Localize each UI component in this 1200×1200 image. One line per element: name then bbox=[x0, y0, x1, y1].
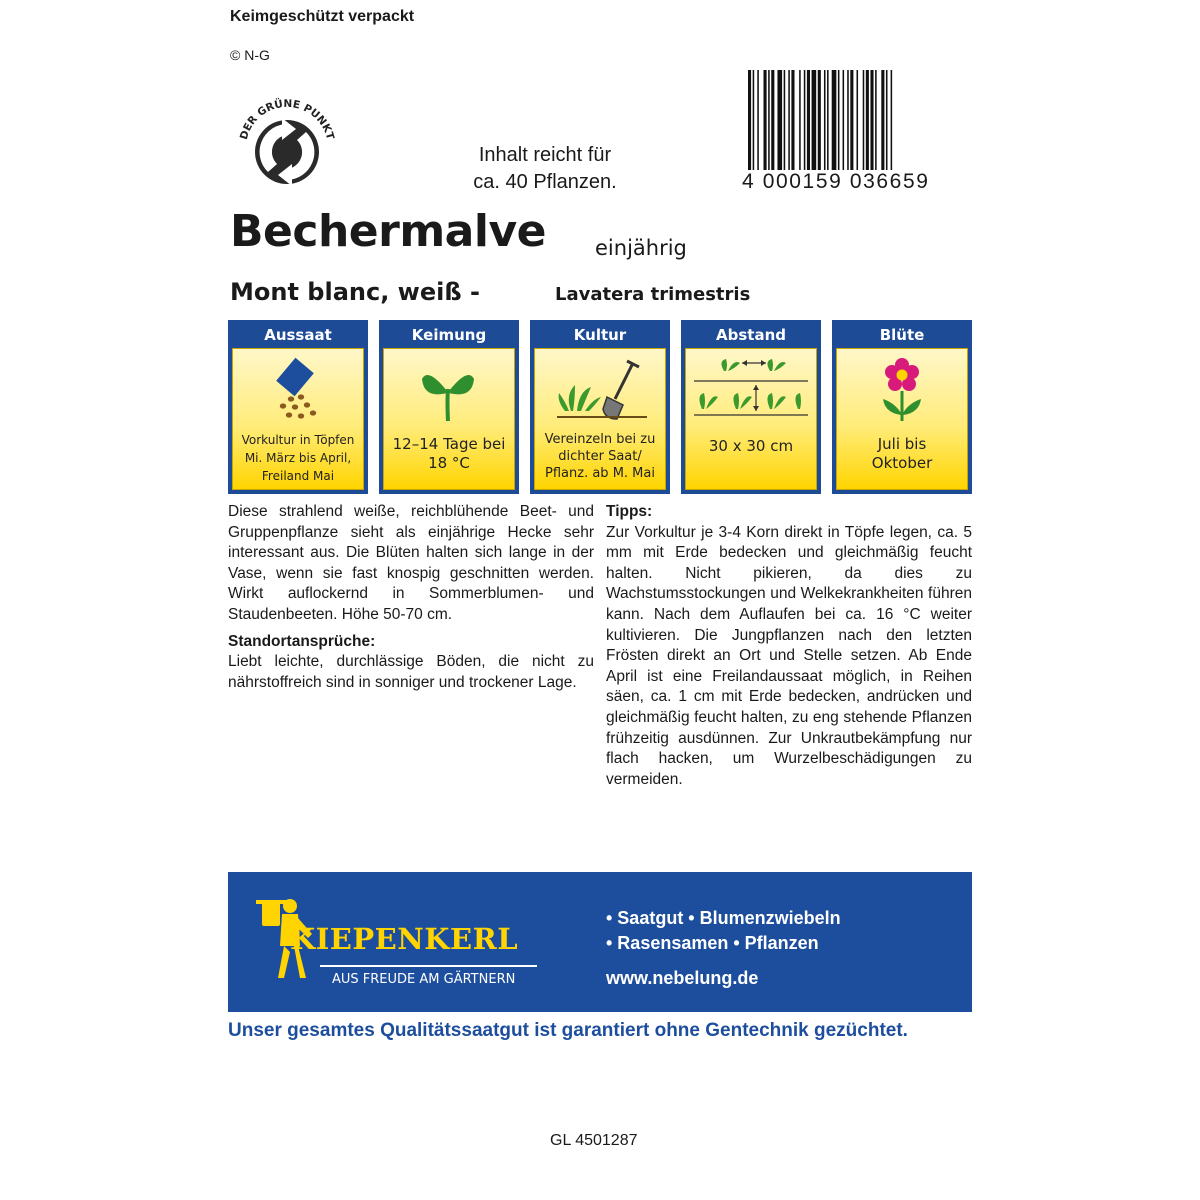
card-text: Vereinzeln bei zu dichter Saat/ Pflanz. ab M. Mai bbox=[544, 432, 656, 481]
spacing-icon bbox=[686, 351, 816, 423]
card-title: Kultur bbox=[573, 326, 627, 344]
card-title: Aussaat bbox=[264, 326, 332, 344]
card-title: Abstand bbox=[716, 326, 786, 344]
card-kultur bbox=[530, 320, 670, 494]
description-text: Diese strahlend weiße, reichblühende Beet- und Gruppenpflanze sieht als einjährige Hecke sehr interessant aus. Die Blüten halten sich lange in der Vase, wenn sie fast knospig geschnitten werden. Wirkt auflockernd in Sommerblumen- und Staudenbeeten. Höhe 50-70 cm. bbox=[228, 503, 594, 623]
brand-name: KIEPENKERL bbox=[290, 922, 519, 956]
product-duration: einjährig bbox=[595, 236, 687, 260]
card-keimung bbox=[379, 320, 519, 494]
card-title: Keimung bbox=[411, 326, 487, 344]
location-heading: Standortansprüche: bbox=[228, 632, 376, 650]
gruener-punkt-logo bbox=[232, 88, 342, 198]
card-text: 12–14 Tage bei 18 °C bbox=[392, 435, 506, 472]
card-text: Juli bis Oktober bbox=[871, 435, 933, 472]
product-range-line: • Saatgut • Blumenzwiebeln bbox=[606, 908, 841, 928]
flower-icon bbox=[837, 351, 967, 423]
copyright: © N-G bbox=[230, 47, 270, 63]
gl-code: GL 4501287 bbox=[550, 1132, 638, 1149]
gmo-free-note: Unser gesamtes Qualitätssaatgut ist garantiert ohne Gentechnik gezüchtet. bbox=[228, 1020, 908, 1041]
tips-heading: Tipps: bbox=[606, 503, 653, 520]
content-note-line1: Inhalt reicht für bbox=[478, 144, 612, 166]
brand-banner bbox=[228, 872, 972, 1012]
product-latin-name: Lavatera trimestris bbox=[555, 284, 751, 305]
content-note bbox=[420, 142, 670, 196]
seed-packet-icon bbox=[233, 351, 363, 423]
content-note-line2: ca. 40 Pflanzen. bbox=[473, 171, 617, 193]
product-name: Bechermalve bbox=[230, 206, 546, 257]
product-range-list bbox=[606, 906, 841, 956]
tips-column bbox=[606, 502, 972, 790]
gruener-punkt-text: DER GRÜNE PUNKT bbox=[237, 97, 337, 142]
card-title: Blüte bbox=[879, 326, 925, 344]
card-aussaat bbox=[228, 320, 368, 494]
product-range-line: • Rasensamen • Pflanzen bbox=[606, 933, 819, 953]
seedling-icon bbox=[384, 351, 514, 423]
spade-plants-icon bbox=[535, 351, 665, 423]
brand-slogan: AUS FREUDE AM GÄRTNERN bbox=[332, 972, 516, 987]
description-column bbox=[228, 502, 594, 693]
tips-text: Zur Vorkultur je 3-4 Korn direkt in Töpfe legen, ca. 5 mm mit Erde bedecken und gleichmäßig feucht halten. Nicht pikieren, da dies zu Wachstumsstockungen und Welkekrankheiten führen kann. Nach dem Auflaufen bei ca. 16 °C weiter kultivieren. Die Jungpflanzen nach den letzten Frösten direkt an Ort und Stelle setzen. Ab Ende April ist eine Freilandaussaat möglich, in Reihen säen, ca. 1 cm mit Erde bedecken, andrücken und gleichmäßig feucht halten, zu eng stehende Pflanzen frühzeitig ausdünnen. Zur Unkrautbekämpfung nur flach hacken, um Wurzelbeschädigungen zu vermeiden. bbox=[606, 523, 972, 788]
brand-underline bbox=[320, 965, 537, 967]
card-bluete bbox=[832, 320, 972, 494]
card-text: Vorkultur in Töpfen Mi. März bis April, Freiland Mai bbox=[241, 433, 355, 483]
product-variety: Mont blanc, weiß - bbox=[230, 278, 480, 306]
barcode-digits: 4 000159 036659 bbox=[742, 170, 970, 194]
location-text: Liebt leichte, durchlässige Böden, die nicht zu nährstoffreich sind in sonniger und trockener Lage. bbox=[228, 653, 594, 691]
card-abstand bbox=[681, 320, 821, 494]
germ-protected-note: Keimgeschützt verpackt bbox=[230, 8, 415, 25]
card-text: 30 x 30 cm bbox=[708, 437, 794, 455]
website-link[interactable]: www.nebelung.de bbox=[606, 968, 759, 988]
